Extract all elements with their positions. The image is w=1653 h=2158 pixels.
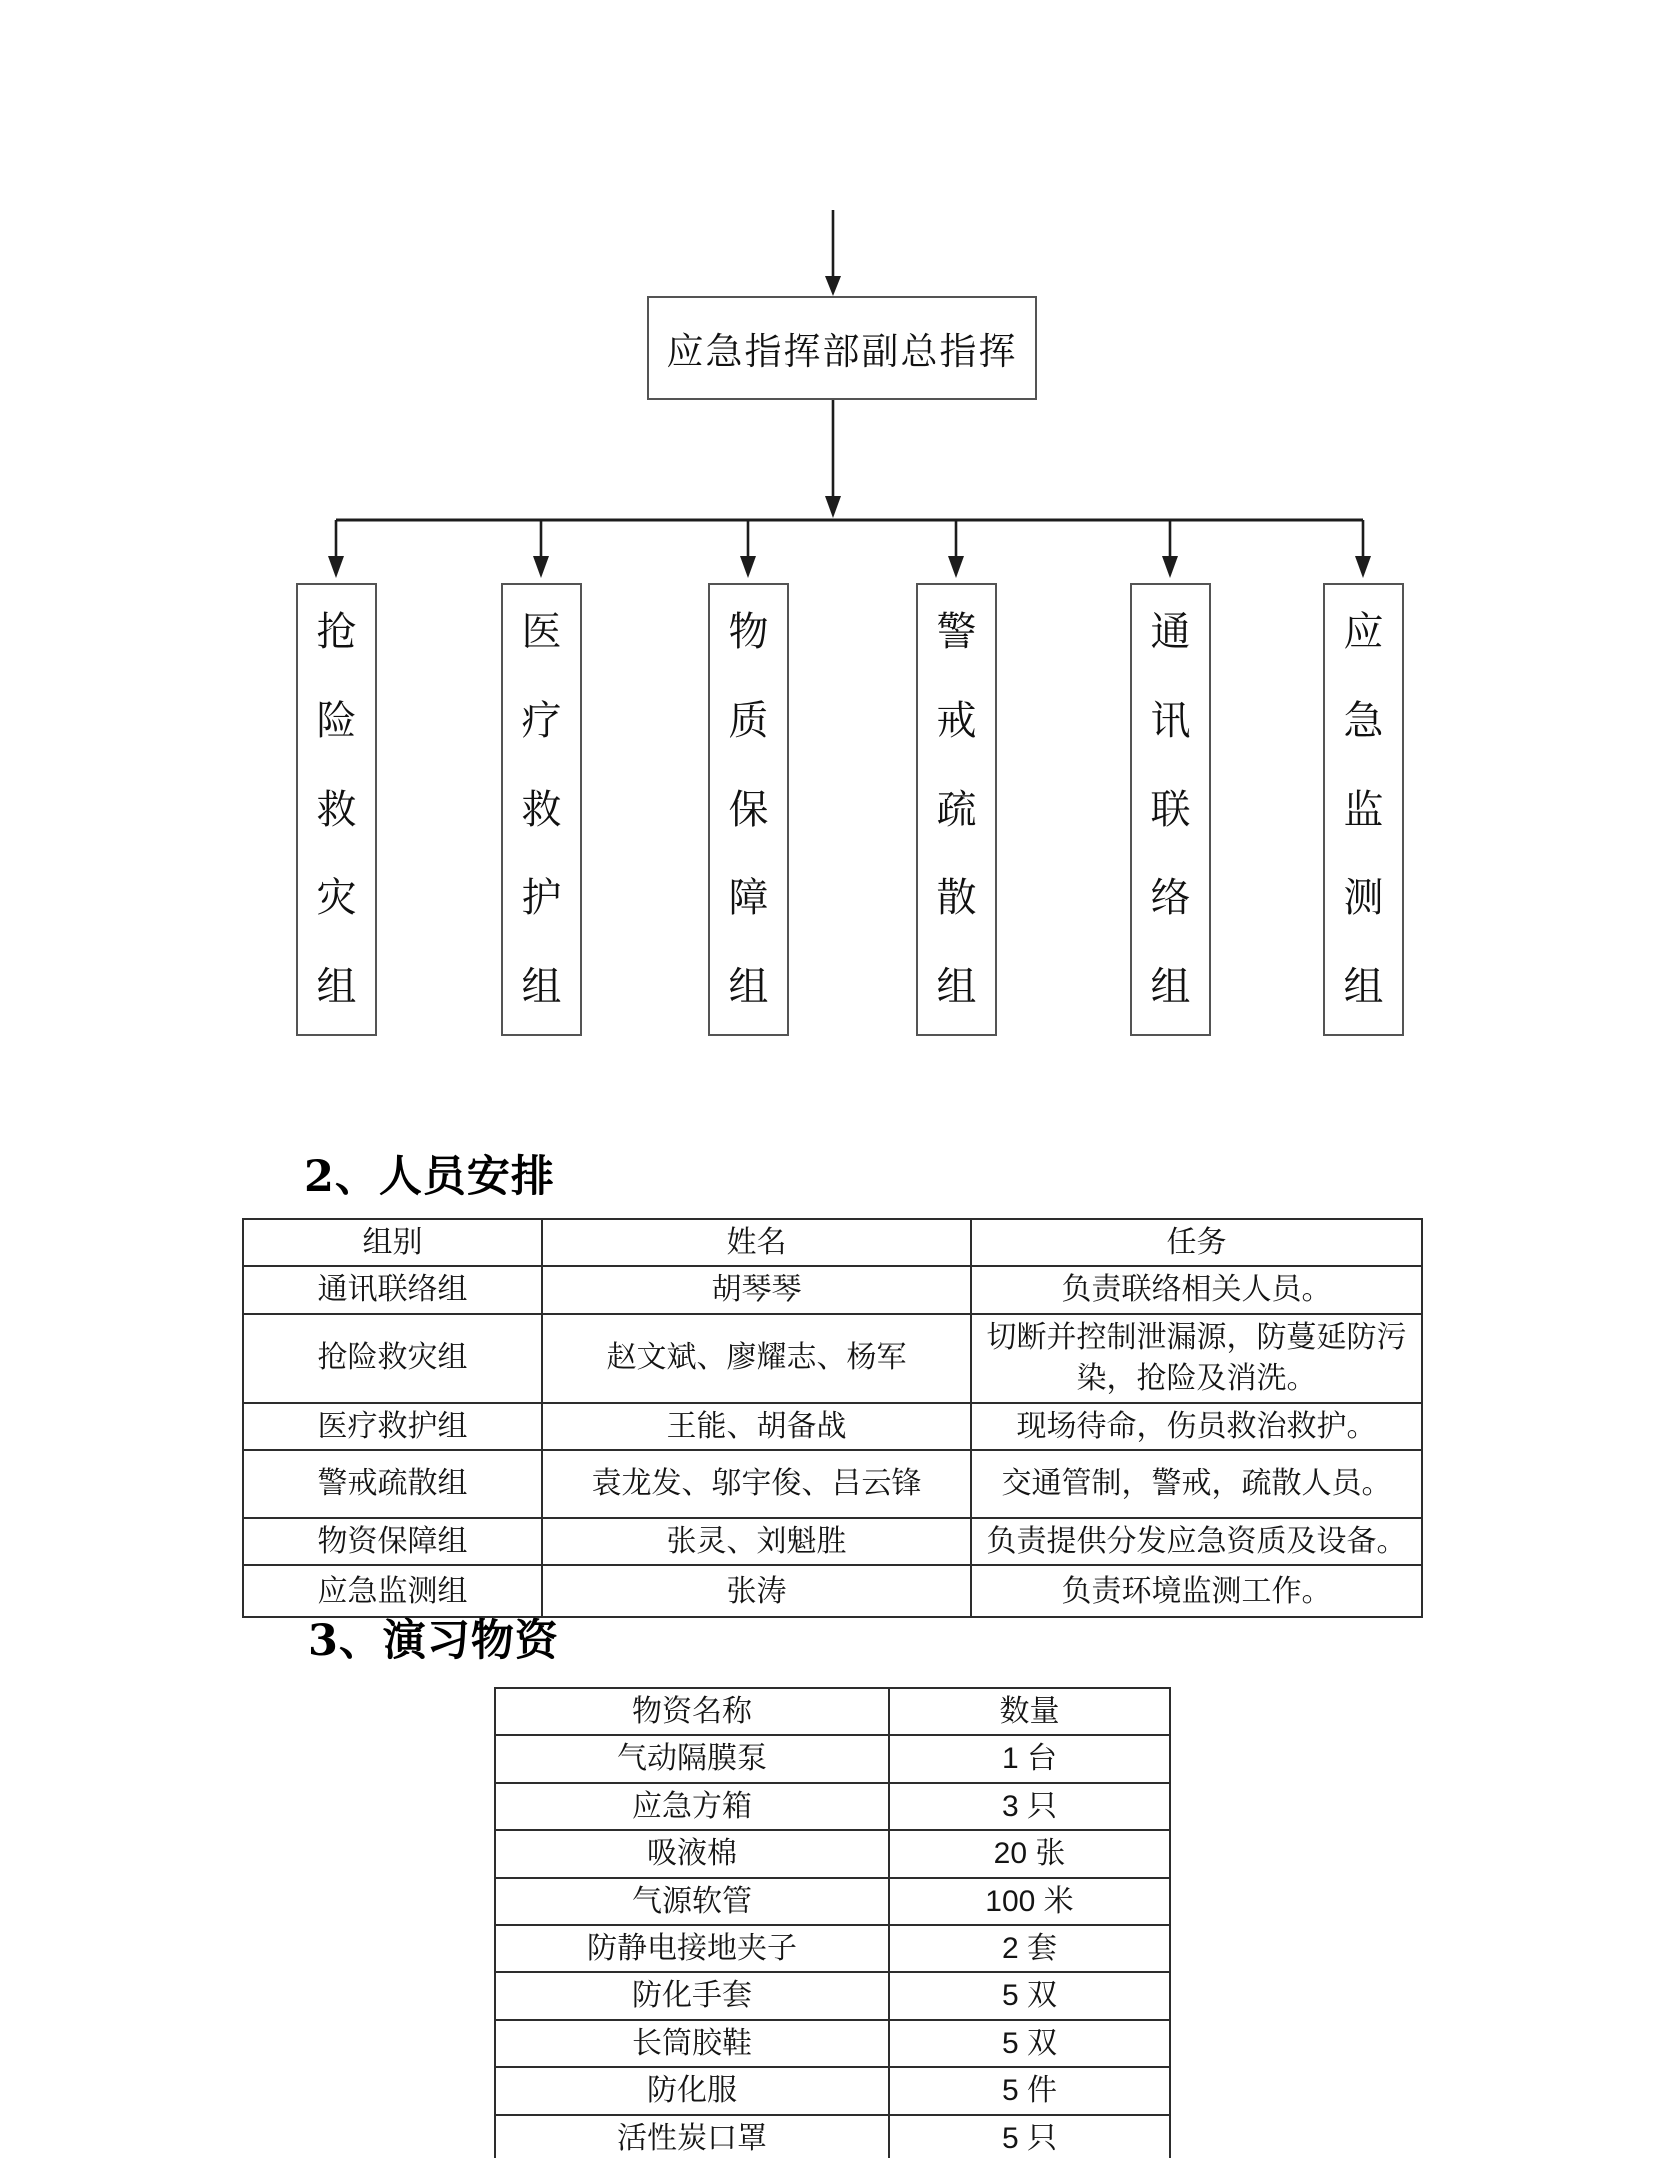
materials-qty-cell: 2 套 [889,1925,1170,1972]
org-group-box-char: 灾 [316,875,357,922]
org-group-box-char: 戒 [936,697,977,744]
org-group-box-char: 组 [728,964,769,1010]
materials-qty-cell: 5 件 [889,2067,1170,2114]
personnel-cell: 张灵、刘魁胜 [542,1518,971,1565]
personnel-cell: 现场待命，伤员救治救护。 [971,1403,1422,1450]
materials-table [494,1687,1171,2158]
org-group-box-char: 障 [728,875,769,922]
personnel-row [243,1518,1422,1565]
org-group-box-char: 组 [1343,964,1384,1010]
org-group-box-char: 险 [316,697,357,744]
org-group-box-char: 抢 [316,609,357,655]
personnel-cell: 抢险救灾组 [243,1314,542,1403]
org-group-box-char: 监 [1343,786,1384,833]
arrow-down-icon [533,556,549,578]
personnel-header-row [243,1219,1422,1266]
materials-name-cell: 应急方箱 [495,1783,889,1830]
personnel-cell: 交通管制，警戒，疏散人员。 [971,1450,1422,1518]
org-group-box-char: 疗 [521,697,562,744]
org-group-box-char: 保 [728,786,769,833]
materials-qty-cell: 3 只 [889,1783,1170,1830]
materials-qty-cell: 5 只 [889,2115,1170,2158]
personnel-cell: 负责提供分发应急资质及设备。 [971,1518,1422,1565]
org-group-box-2 [501,583,582,1036]
materials-qty-cell: 5 双 [889,2020,1170,2067]
arrow-down-icon [825,496,841,518]
personnel-cell: 张涛 [542,1565,971,1617]
org-group-box-char: 急 [1343,697,1384,744]
materials-qty-cell: 100 米 [889,1878,1170,1925]
org-group-box-char: 救 [521,786,562,833]
personnel-header-name: 姓名 [542,1219,971,1266]
materials-name-cell: 防静电接地夹子 [495,1925,889,1972]
org-group-box-char: 散 [936,875,977,922]
materials-name-cell: 吸液棉 [495,1830,889,1877]
org-group-box-char: 讯 [1150,697,1191,744]
materials-row [495,1925,1170,1972]
org-group-box-char: 警 [936,609,977,655]
personnel-row [243,1266,1422,1313]
arrow-down-icon [1162,556,1178,578]
personnel-cell: 警戒疏散组 [243,1450,542,1518]
personnel-cell: 应急监测组 [243,1565,542,1617]
personnel-cell: 王能、胡备战 [542,1403,971,1450]
org-group-box-char: 通 [1150,609,1191,655]
arrow-down-icon [740,556,756,578]
org-group-box-char: 医 [521,609,562,655]
personnel-header-task: 任务 [971,1219,1422,1266]
org-group-box-char: 组 [936,964,977,1010]
materials-row [495,1878,1170,1925]
org-group-box-3 [708,583,789,1036]
section-heading-materials: 3、演习物资 [308,1616,559,1666]
materials-qty-cell: 5 双 [889,1972,1170,2019]
personnel-cell: 袁龙发、邬宇俊、吕云锋 [542,1450,971,1518]
personnel-cell: 物资保障组 [243,1518,542,1565]
materials-qty-cell: 20 张 [889,1830,1170,1877]
org-group-box-5 [1130,583,1211,1036]
personnel-cell: 切断并控制泄漏源，防蔓延防污染，抢险及消洗。 [971,1314,1422,1403]
org-group-box-char: 护 [521,875,562,922]
arrow-down-icon [328,556,344,578]
org-group-box-char: 络 [1150,875,1191,922]
personnel-cell: 通讯联络组 [243,1266,542,1313]
personnel-cell: 胡琴琴 [542,1266,971,1313]
materials-header-row [495,1688,1170,1735]
personnel-cell: 赵文斌、廖耀志、杨军 [542,1314,971,1403]
materials-row [495,1972,1170,2019]
org-group-box-char: 组 [521,964,562,1010]
materials-name-cell: 长筒胶鞋 [495,2020,889,2067]
org-group-box-char: 组 [1150,964,1191,1010]
personnel-row [243,1403,1422,1450]
org-group-box-4 [916,583,997,1036]
personnel-cell: 负责环境监测工作。 [971,1565,1422,1617]
personnel-header-group: 组别 [243,1219,542,1266]
arrow-down-icon [825,276,841,296]
materials-row [495,2115,1170,2158]
materials-name-cell: 防化手套 [495,1972,889,2019]
materials-name-cell: 防化服 [495,2067,889,2114]
org-group-box-6 [1323,583,1404,1036]
personnel-cell: 医疗救护组 [243,1403,542,1450]
materials-row [495,1830,1170,1877]
org-group-box-char: 救 [316,786,357,833]
materials-row [495,1735,1170,1782]
personnel-row [243,1450,1422,1518]
materials-row [495,1783,1170,1830]
materials-qty-cell: 1 台 [889,1735,1170,1782]
org-group-box-char: 疏 [936,786,977,833]
org-root-box: 应急指挥部副总指挥 [647,296,1037,400]
materials-name-cell: 气源软管 [495,1878,889,1925]
org-group-box-1 [296,583,377,1036]
personnel-table [242,1218,1423,1618]
org-group-box-char: 应 [1343,609,1384,655]
org-group-box-char: 联 [1150,786,1191,833]
org-group-box-char: 物 [728,609,769,655]
personnel-cell: 负责联络相关人员。 [971,1266,1422,1313]
org-group-box-char: 组 [316,964,357,1010]
org-group-box-char: 测 [1343,875,1384,922]
materials-row [495,2020,1170,2067]
arrow-down-icon [948,556,964,578]
materials-row [495,2067,1170,2114]
section-heading-personnel: 2、人员安排 [304,1152,555,1202]
materials-name-cell: 活性炭口罩 [495,2115,889,2158]
materials-header-qty: 数量 [889,1688,1170,1735]
personnel-row [243,1314,1422,1403]
org-group-box-char: 质 [728,697,769,744]
arrow-down-icon [1355,556,1371,578]
materials-header-name: 物资名称 [495,1688,889,1735]
materials-name-cell: 气动隔膜泵 [495,1735,889,1782]
